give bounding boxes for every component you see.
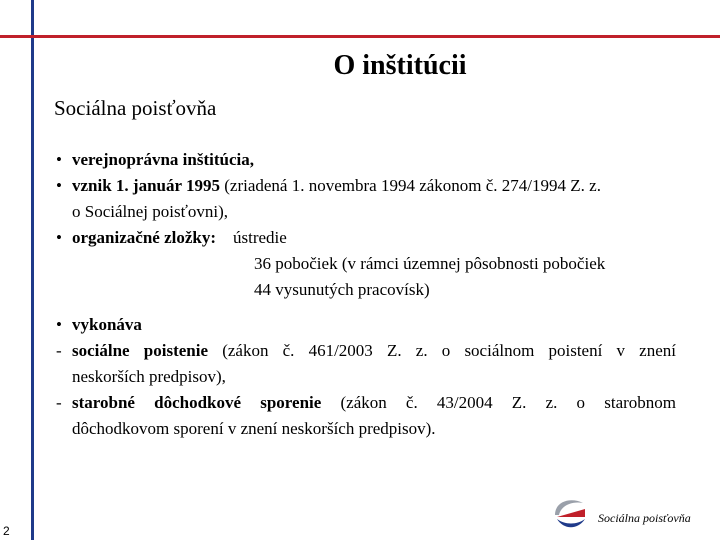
pension-saving-text: (zákon č. 43/2004 Z. z. o starobnom (321, 393, 676, 412)
bullet-marker: • (56, 228, 62, 247)
org-unit-headquarters: ústredie (233, 228, 287, 247)
dash-item-pension-saving (56, 390, 676, 416)
bullet-item-legal-status (56, 147, 676, 173)
founded-bold-text: vznik 1. január 1995 (72, 176, 220, 195)
founded-text: (zriadená 1. novembra 1994 zákonom č. 274/1994 Z. z. (220, 176, 601, 195)
slide-subtitle: Sociálna poisťovňa (54, 96, 217, 120)
dash-marker: - (56, 341, 62, 360)
bullet-item-org-units (56, 225, 676, 251)
bullet-marker: • (56, 150, 62, 169)
founded-continuation: o Sociálnej poisťovni), (72, 202, 228, 221)
bullet-text: verejnoprávna inštitúcia, (72, 150, 254, 169)
bullet-item-founded (56, 173, 676, 199)
social-insurance-text: (zákon č. 461/2003 Z. z. o sociálnom poistení v znení (208, 341, 676, 360)
dash-marker: - (56, 393, 62, 412)
page-number: 2 (3, 524, 10, 538)
socialna-poistovna-logo-icon (551, 495, 591, 531)
logo-text: Sociálna poisťovňa (598, 511, 691, 525)
social-insurance-continuation: neskorších predpisov), (72, 367, 226, 386)
pension-saving-continuation: dôchodkovom sporení v znení neskorších predpisov). (72, 419, 436, 438)
social-insurance-bold-text: sociálne poistenie (72, 341, 209, 360)
bullet-marker: • (56, 176, 62, 195)
pension-saving-bold-text: starobné dôchodkové sporenie (72, 393, 322, 412)
dash-item-social-insurance (56, 338, 676, 364)
slide-title: O inštitúcii (333, 50, 467, 81)
bullet-text: vykonáva (72, 315, 142, 334)
org-unit-branches: 36 pobočiek (v rámci územnej pôsobnosti pobočiek (254, 254, 606, 273)
top-horizontal-rule (0, 35, 720, 38)
slide-content (56, 147, 676, 442)
bullet-item-performs (56, 312, 676, 338)
bullet-marker: • (56, 315, 62, 334)
org-units-label: organizačné zložky: (72, 228, 216, 247)
org-unit-detached-offices: 44 vysunutých pracovísk) (254, 280, 430, 299)
